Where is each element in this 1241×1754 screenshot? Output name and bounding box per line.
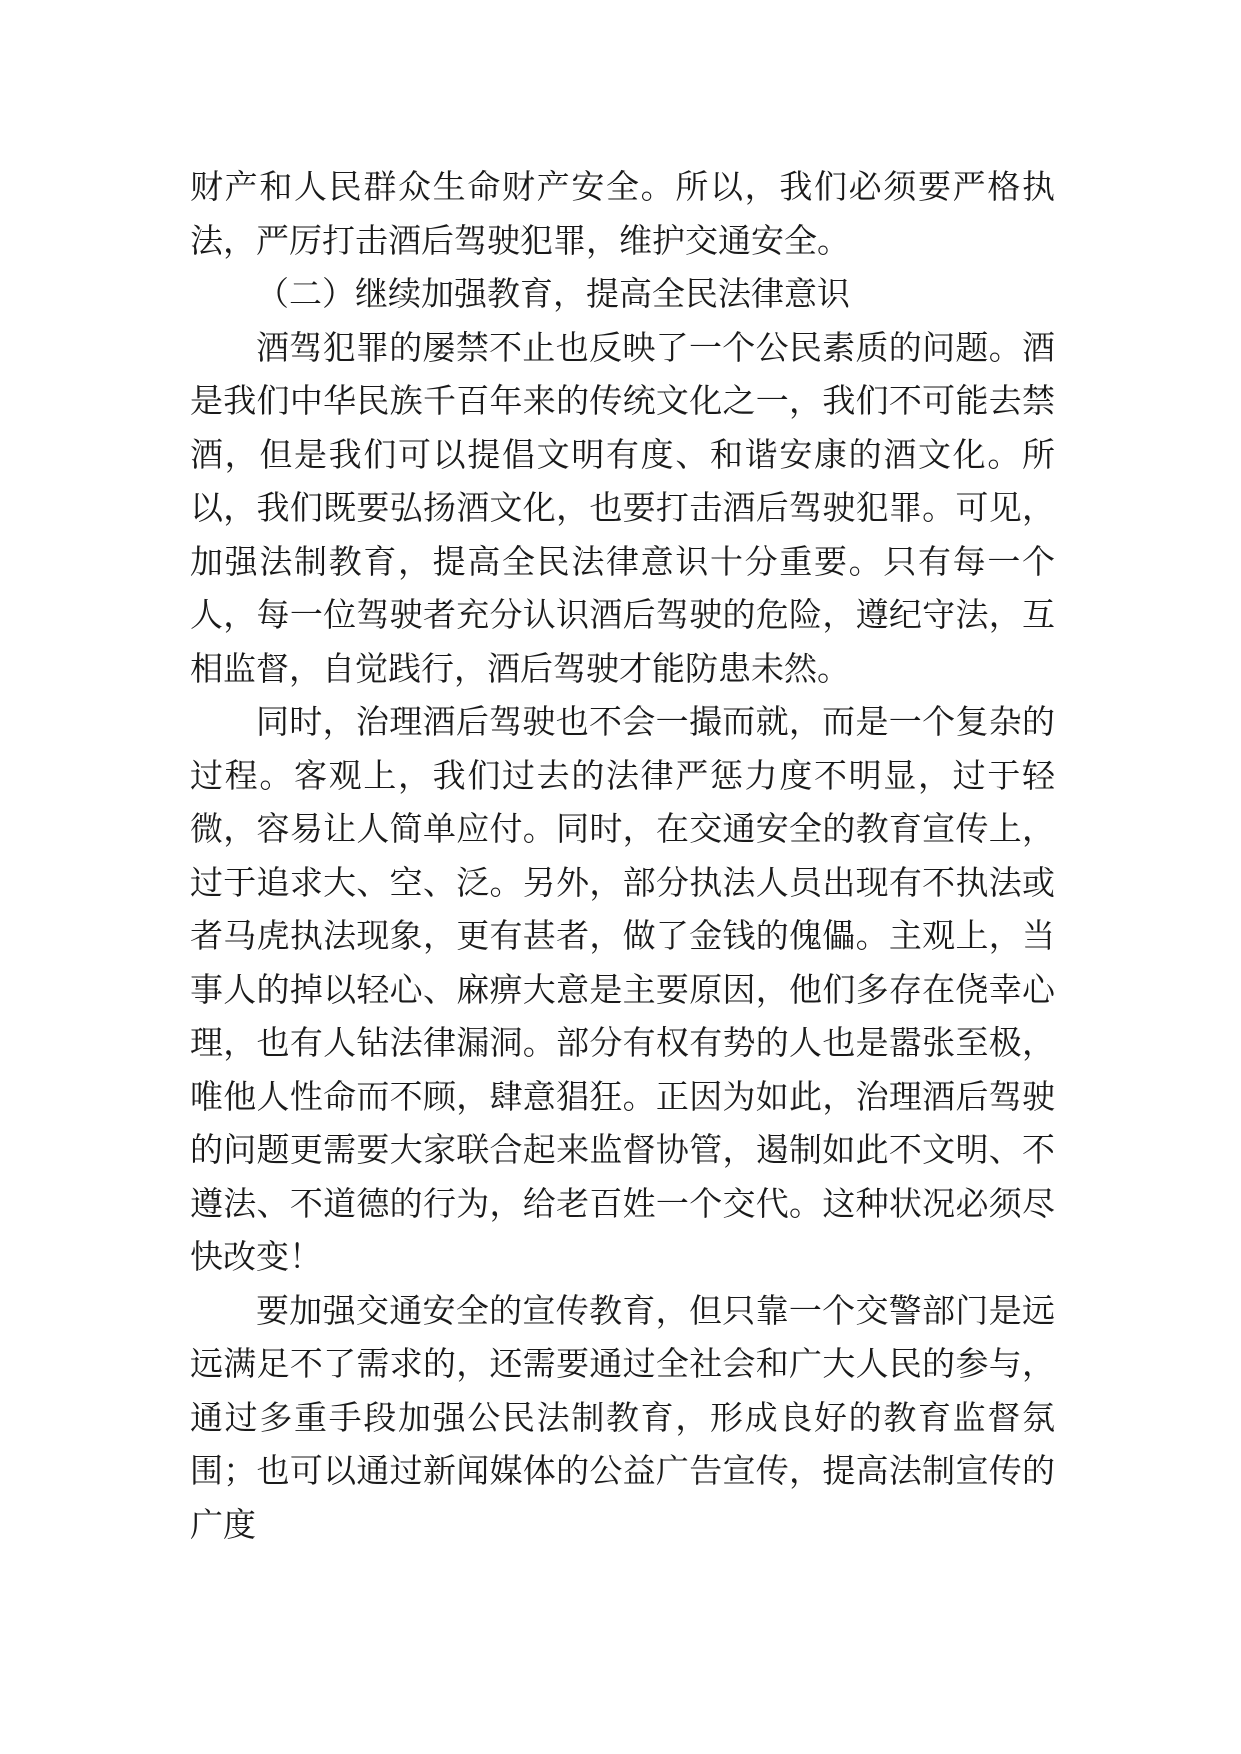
paragraph: 同时，治理酒后驾驶也不会一撮而就，而是一个复杂的过程。客观上，我们过去的法律严惩力度不明显，过于轻微，容易让人简单应付。同时，在交通安全的教育宣传上，过于追求大、空、泛。另外，部分执法人员出现有不执法或者马虎执法现象，更有甚者，做了金钱的傀儡。主观上，当事人的掉以轻心、麻痹大意是主要原因，他们多存在侥幸心理，也有人钻法律漏洞。部分有权有势的人也是嚣张至极，唯他人性命而不顾，肆意猖狂。正因为如此，治理酒后驾驶的问题更需要大家联合起来监督协管，遏制如此不文明、不遵法、不道德的行为，给老百姓一个交代。这种状况必须尽快改变！ [190, 702, 1055, 1276]
paragraph: 要加强交通安全的宣传教育，但只靠一个交警部门是远远满足不了需求的，还需要通过全社会和广大人民的参与，通过多重手段加强公民法制教育，形成良好的教育监督氛围；也可以通过新闻媒体的公益广告宣传，提高法制宣传的广度 [190, 1290, 1055, 1544]
paragraph: 酒驾犯罪的屡禁不止也反映了一个公民素质的问题。酒是我们中华民族千百年来的传统文化之一，我们不可能去禁酒，但是我们可以提倡文明有度、和谐安康的酒文化。所以，我们既要弘扬酒文化，也要打击酒后驾驶犯罪。可见，加强法制教育，提高全民法律意识十分重要。只有每一个人，每一位驾驶者充分认识酒后驾驶的危险，遵纪守法，互相监督，自觉践行，酒后驾驶才能防患未然。 [190, 327, 1055, 688]
paragraph-continuation: 财产和人民群众生命财产安全。所以，我们必须要严格执法，严厉打击酒后驾驶犯罪，维护交通安全。 [190, 167, 1055, 260]
section-heading: （二）继续加强教育，提高全民法律意识 [256, 274, 850, 313]
document-body [190, 160, 1055, 1551]
